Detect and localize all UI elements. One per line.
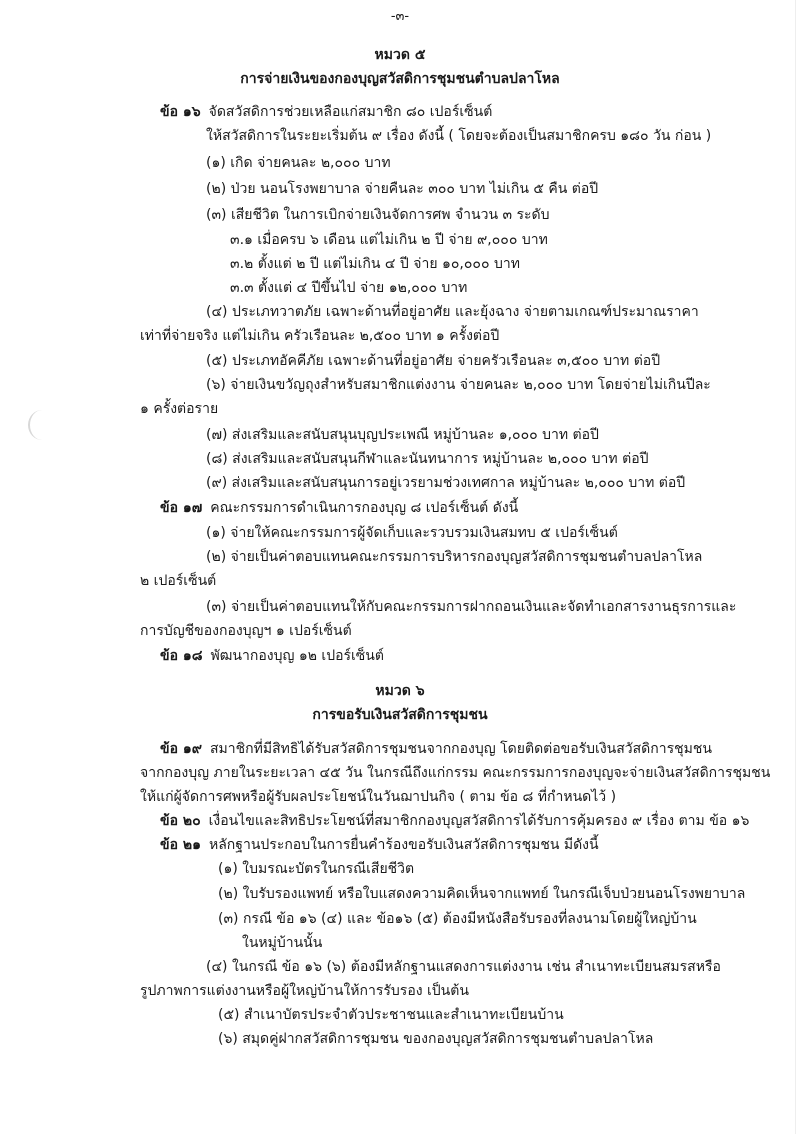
article-21-text: หลักฐานประกอบในการยื่นคำร้องขอรับเงินสวัสดิการชุมชน มีดังนี้ [208,837,599,853]
article-21-number: ข้อ ๒๑ [160,837,201,853]
article-16-item-3: (๓) เสียชีวิต ในการเบิกจ่ายเงินจัดการศพ จำนวน ๓ ระดับ [206,207,550,223]
article-16-item-3-2: ๓.๒ ตั้งแต่ ๒ ปี แต่ไม่เกิน ๔ ปี จ่าย ๑๐,๐๐๐ บาท [230,256,520,272]
article-16-item-5: (๕) ประเภทอัคคีภัย เฉพาะด้านที่อยู่อาศัย จ่ายครัวเรือนละ ๓,๕๐๐ บาท ต่อปี [206,353,661,369]
article-16-item-9: (๙) ส่งเสริมและสนับสนุนการอยู่เวรยามช่วงเทศกาล หมู่บ้านละ ๒,๐๐๐ บาท ต่อปี [206,475,686,491]
article-19-number: ข้อ ๑๙ [160,741,202,757]
article-21-item-3: (๓) กรณี ข้อ ๑๖ (๔) และ ข้อ๑๖ (๕) ต้องมีหนังสือรับรองที่ลงนามโดยผู้ใหญ่บ้าน [218,911,697,927]
article-16-item-8: (๘) ส่งเสริมและสนับสนุนกีฬาและนันทนาการ หมู่บ้านละ ๒,๐๐๐ บาท ต่อปี [206,451,649,467]
article-16-item-3-1: ๓.๑ เมื่อครบ ๖ เดือน แต่ไม่เกิน ๒ ปี จ่าย ๙,๐๐๐ บาท [230,232,548,248]
article-20-text: เงื่อนไขและสิทธิประโยชน์ที่สมาชิกกองบุญสวัสดิการได้รับการคุ้มครอง ๙ เรื่อง ตาม ข้อ ๑๖ [208,813,750,829]
article-21-item-2: (๒) ใบรับรองแพทย์ หรือใบแสดงความคิดเห็นจากแพทย์ ในกรณีเจ็บป่วยนอนโรงพยาบาล [218,886,746,902]
article-19 [160,738,712,760]
article-16-intro: ให้สวัสดิการในระยะเริ่มต้น ๙ เรื่อง ดังนี้ ( โดยจะต้องเป็นสมาชิกครบ ๑๘๐ วัน ก่อน ) [206,128,712,144]
punch-hole-mark [28,410,56,440]
article-17-number: ข้อ ๑๗ [160,500,203,516]
article-17-item-3: (๓) จ่ายเป็นค่าตอบแทนให้กับคณะกรรมการฝากถอนเงินและจัดทำเอกสารงานธุรการและ [206,599,737,615]
section-6-heading: หมวด ๖ [375,683,425,699]
article-19-line-2: จากกองบุญ ภายในระยะเวลา ๔๕ วัน ในกรณีถึงแก่กรรม คณะกรรมการกองบุญจะจ่ายเงินสวัสดิการชุมชน [140,765,771,781]
article-19-line-3: ให้แก่ผู้จัดการศพหรือผู้รับผลประโยชน์ในวันฌาปนกิจ ( ตาม ข้อ ๘ ที่กำหนดไว้ ) [140,789,617,805]
article-16-item-4: (๔) ประเภทวาตภัย เฉพาะด้านที่อยู่อาศัย และยุ้งฉาง จ่ายตามเกณฑ์ประมาณราคา [206,304,699,320]
article-17 [160,497,518,519]
article-16-item-1: (๑) เกิด จ่ายคนละ ๒,๐๐๐ บาท [206,155,391,171]
article-19-line-1: สมาชิกที่มีสิทธิได้รับสวัสดิการชุมชนจากกองบุญ โดยติดต่อขอรับเงินสวัสดิการชุมชน [210,741,712,757]
article-16-text: จัดสวัสดิการช่วยเหลือแก่สมาชิก ๘๐ เปอร์เซ็นต์ [208,104,493,120]
article-21-item-4: (๔) ในกรณี ข้อ ๑๖ (๖) ต้องมีหลักฐานแสดงการแต่งงาน เช่น สำเนาทะเบียนสมรสหรือ [206,959,721,975]
article-17-text: คณะกรรมการดำเนินการกองบุญ ๘ เปอร์เซ็นต์ ดังนี้ [210,500,519,516]
article-18-text: พัฒนากองบุญ ๑๒ เปอร์เซ็นต์ [210,648,384,664]
article-17-item-2-cont: ๒ เปอร์เซ็นต์ [140,573,217,589]
article-17-item-2: (๒) จ่ายเป็นค่าตอบแทนคณะกรรมการบริหารกองบุญสวัสดิการชุมชนตำบลปลาโหล [206,549,703,565]
article-18 [160,645,384,667]
article-16-item-7: (๗) ส่งเสริมและสนับสนุนบุญประเพณี หมู่บ้านละ ๑,๐๐๐ บาท ต่อปี [206,427,599,443]
article-16-item-6: (๖) จ่ายเงินขวัญถุงสำหรับสมาชิกแต่งงาน จ่ายคนละ ๒,๐๐๐ บาท โดยจ่ายไม่เกินปีละ [206,377,711,393]
article-16-item-3-3: ๓.๓ ตั้งแต่ ๔ ปีขึ้นไป จ่าย ๑๒,๐๐๐ บาท [230,280,468,296]
article-16-item-6-cont: ๑ ครั้งต่อราย [140,401,219,417]
article-21-item-5: (๕) สำเนาบัตรประจำตัวประชาชนและสำเนาทะเบียนบ้าน [218,1007,564,1023]
section-6-title: การขอรับเงินสวัสดิการชุมชน [312,707,488,723]
article-16 [160,101,492,123]
article-21-item-1: (๑) ใบมรณะบัตรในกรณีเสียชีวิต [218,861,415,877]
section-5-title: การจ่ายเงินของกองบุญสวัสดิการชุมชนตำบลปลาโหล [240,71,560,87]
article-17-item-3-cont: การบัญชีของกองบุญฯ ๑ เปอร์เซ็นต์ [140,623,352,639]
article-20 [160,810,749,832]
article-21 [160,834,599,856]
article-16-number: ข้อ ๑๖ [160,104,201,120]
section-5-heading: หมวด ๕ [374,47,426,63]
article-16-item-2: (๒) ป่วย นอนโรงพยาบาล จ่ายคืนละ ๓๐๐ บาท ไม่เกิน ๕ คืน ต่อปี [206,181,599,197]
article-21-item-3-cont: ในหมู่บ้านนั้น [242,935,323,951]
article-20-number: ข้อ ๒๐ [160,813,201,829]
article-21-item-4-cont: รูปภาพการแต่งงานหรือผู้ใหญ่บ้านให้การรับรอง เป็นต้น [140,983,469,999]
article-18-number: ข้อ ๑๘ [160,648,203,664]
scan-edge [795,0,796,1134]
article-16-item-4-cont: เท่าที่จ่ายจริง แต่ไม่เกิน ครัวเรือนละ ๒,๕๐๐ บาท ๑ ครั้งต่อปี [140,328,500,344]
article-21-item-6: (๖) สมุดคู่ฝากสวัสดิการชุมชน ของกองบุญสวัสดิการชุมชนตำบลปลาโหล [218,1031,654,1047]
page-number: -๓- [390,9,410,24]
article-17-item-1: (๑) จ่ายให้คณะกรรมการผู้จัดเก็บและรวบรวมเงินสมทบ ๕ เปอร์เซ็นต์ [206,525,618,541]
